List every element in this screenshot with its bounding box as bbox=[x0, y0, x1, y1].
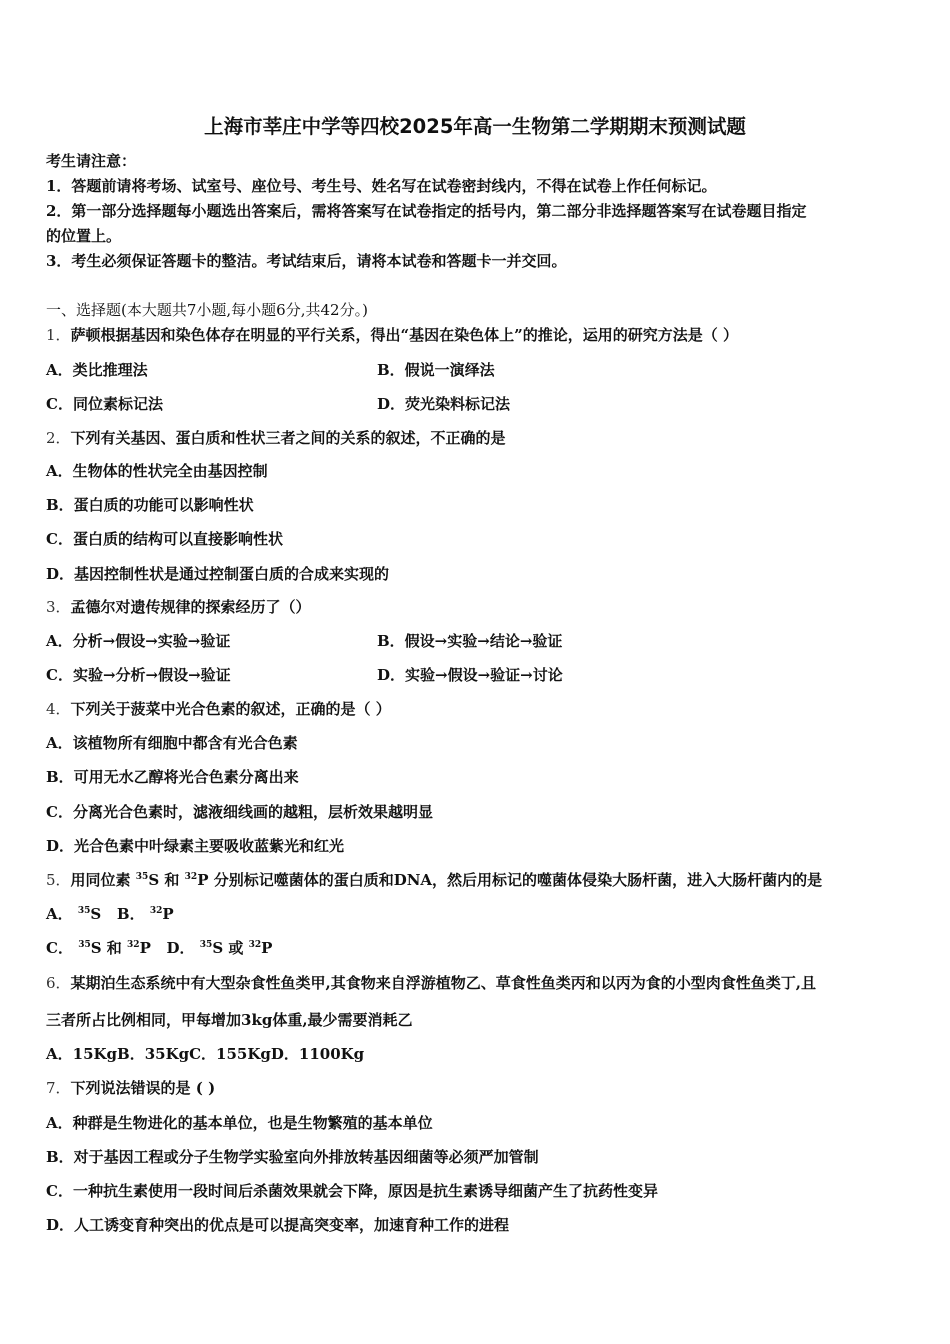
question-6 bbox=[46, 973, 816, 993]
notice-item-2: 2．第一部分选择题每小题选出答案后，需将答案写在试卷指定的括号内，第二部分非选择题答案写在试卷题目指定 bbox=[46, 202, 807, 220]
q1-option-b: B．假说一演绎法 bbox=[377, 361, 495, 379]
question-2 bbox=[46, 428, 506, 448]
question-6-cont: 三者所占比例相同，甲每增加3kg体重,最少需要消耗乙 bbox=[46, 1011, 413, 1029]
q4-option-d: D．光合色素中叶绿素主要吸收蓝紫光和红光 bbox=[46, 837, 345, 855]
question-number: 6． bbox=[46, 974, 71, 992]
q1-option-a: A．类比推理法 bbox=[46, 361, 148, 379]
q5-options-cd: C． $^{35}$S 和 $^{32}$P D． $^{35}$S 或 $^{32}$P bbox=[46, 939, 273, 957]
notice-heading: 考生请注意： bbox=[46, 152, 137, 170]
question-7 bbox=[46, 1078, 215, 1098]
notice-item-3: 3．考生必须保证答题卡的整洁。考试结束后，请将本试卷和答题卡一并交回。 bbox=[46, 252, 567, 270]
question-text: 孟德尔对遗传规律的探索经历了（） bbox=[70, 598, 311, 616]
notice-item-2-cont: 的位置上。 bbox=[46, 227, 122, 245]
q1-option-d: D．荧光染料标记法 bbox=[377, 395, 511, 413]
q2-option-d: D．基因控制性状是通过控制蛋白质的合成来实现的 bbox=[46, 565, 390, 583]
q3-option-a: A．分析→假设→实验→验证 bbox=[46, 632, 231, 650]
q7-option-d: D．人工诱变育种突出的优点是可以提高突变率，加速育种工作的进程 bbox=[46, 1216, 510, 1234]
question-3 bbox=[46, 597, 311, 617]
question-1 bbox=[46, 325, 738, 345]
question-text: 下列有关基因、蛋白质和性状三者之间的关系的叙述，不正确的是 bbox=[70, 429, 506, 447]
q1-option-c: C．同位素标记法 bbox=[46, 395, 163, 413]
q3-option-b: B．假设→实验→结论→验证 bbox=[377, 632, 563, 650]
question-text: 某期泊生态系统中有大型杂食性鱼类甲,其食物来自浮游植物乙、草食性鱼类丙和以丙为食的小型肉食性鱼类丁,且 bbox=[70, 974, 816, 992]
q7-option-b: B．对于基因工程或分子生物学实验室向外排放转基因细菌等必须严加管制 bbox=[46, 1148, 539, 1166]
question-text: 下列说法错误的是 ( ) bbox=[70, 1079, 216, 1097]
section-heading: 一、选择题(本大题共7小题,每小题6分,共42分。) bbox=[46, 301, 368, 319]
q4-option-c: C．分离光合色素时，滤液细线画的越粗，层析效果越明显 bbox=[46, 803, 433, 821]
q4-option-a: A．该植物所有细胞中都含有光合色素 bbox=[46, 734, 298, 752]
q2-option-b: B．蛋白质的功能可以影响性状 bbox=[46, 496, 254, 514]
question-number: 3． bbox=[46, 598, 71, 616]
q2-option-c: C．蛋白质的结构可以直接影响性状 bbox=[46, 530, 283, 548]
question-number: 1． bbox=[46, 326, 71, 344]
q7-option-c: C．一种抗生素使用一段时间后杀菌效果就会下降，原因是抗生素诱导细菌产生了抗药性变异 bbox=[46, 1182, 658, 1200]
notice-item-1: 1．答题前请将考场、试室号、座位号、考生号、姓名写在试卷密封线内，不得在试卷上作任何标记。 bbox=[46, 177, 717, 195]
question-text: 用同位素 $^{35}$S 和 $^{32}$P 分别标记噬菌体的蛋白质和DNA，然后用标记的噬菌体侵染大肠杆菌，进入大肠杆菌内的是 bbox=[70, 871, 823, 889]
question-4 bbox=[46, 699, 391, 719]
question-text: 萨顿根据基因和染色体存在明显的平行关系，得出“基因在染色体上”的推论，运用的研究方法是（ ） bbox=[70, 326, 739, 344]
q3-option-d: D．实验→假设→验证→讨论 bbox=[377, 666, 563, 684]
question-number: 7． bbox=[46, 1079, 71, 1097]
question-5 bbox=[46, 870, 822, 890]
question-number: 2． bbox=[46, 429, 71, 447]
q5-options-ab: A． $^{35}$S B． $^{32}$P bbox=[46, 905, 174, 923]
question-number: 4． bbox=[46, 700, 71, 718]
question-text: 下列关于菠菜中光合色素的叙述，正确的是（ ） bbox=[70, 700, 391, 718]
page-title: 上海市莘庄中学等四校2025年高一生物第二学期期末预测试题 bbox=[204, 115, 746, 138]
q4-option-b: B．可用无水乙醇将光合色素分离出来 bbox=[46, 768, 299, 786]
question-number: 5． bbox=[46, 871, 71, 889]
q3-option-c: C．实验→分析→假设→验证 bbox=[46, 666, 231, 684]
q7-option-a: A．种群是生物进化的基本单位，也是生物繁殖的基本单位 bbox=[46, 1114, 433, 1132]
q6-options: A．15KgB．35KgC．155KgD．1100Kg bbox=[46, 1045, 365, 1063]
q2-option-a: A．生物体的性状完全由基因控制 bbox=[46, 462, 268, 480]
